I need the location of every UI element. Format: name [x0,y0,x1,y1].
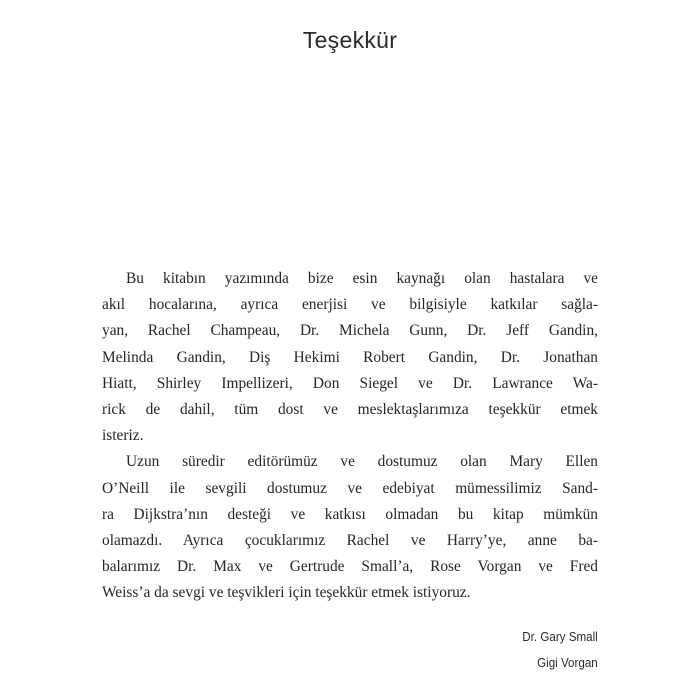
paragraph-1-line: Hiatt, Shirley Impellizeri, Don Siegel ve Dr. Lawrance Wa- [102,374,598,392]
paragraph-2-line: balarımız Dr. Max ve Gertrude Small’a, Rose Vorgan ve Fred [102,558,598,576]
paragraph-1-line: isteriz. [102,427,144,445]
author-name: Dr. Gary Small [522,629,598,644]
paragraph-2-line: ra Dijkstra’nın desteği ve katkısı olmadan bu kitap mümkün [102,505,598,523]
signature-block [523,624,598,676]
paragraph-2-line: olamazdı. Ayrıca çocuklarımız Rachel ve Harry’ye, anne ba- [102,531,598,549]
paragraph-2-line: Weiss’a da sevgi ve teşvikleri için teşekkür etmek istiyoruz. [102,584,471,602]
paragraph-2-line: O’Neill ile sevgili dostumuz ve edebiyat mümessilimiz Sand- [102,479,598,497]
acknowledgement-text [102,266,598,606]
paragraph-1-line: Melinda Gandin, Diş Hekimi Robert Gandin, Dr. Jonathan [102,348,598,366]
page-title: Teşekkür [302,27,398,53]
author-name: Gigi Vorgan [537,655,598,670]
paragraph-1-line: Bu kitabın yazımında bize esin kaynağı olan hastalara ve [126,270,598,287]
paragraph-1-line: yan, Rachel Champeau, Dr. Michela Gunn, Dr. Jeff Gandin, [102,322,598,340]
paragraph-1-line: rick de dahil, tüm dost ve meslektaşlarımıza teşekkür etmek [102,400,598,418]
paragraph-1-line: akıl hocalarına, ayrıca enerjisi ve bilgisiyle katkılar sağla- [102,296,598,314]
paragraph-2-line: Uzun süredir editörümüz ve dostumuz olan Mary Ellen [126,453,598,471]
